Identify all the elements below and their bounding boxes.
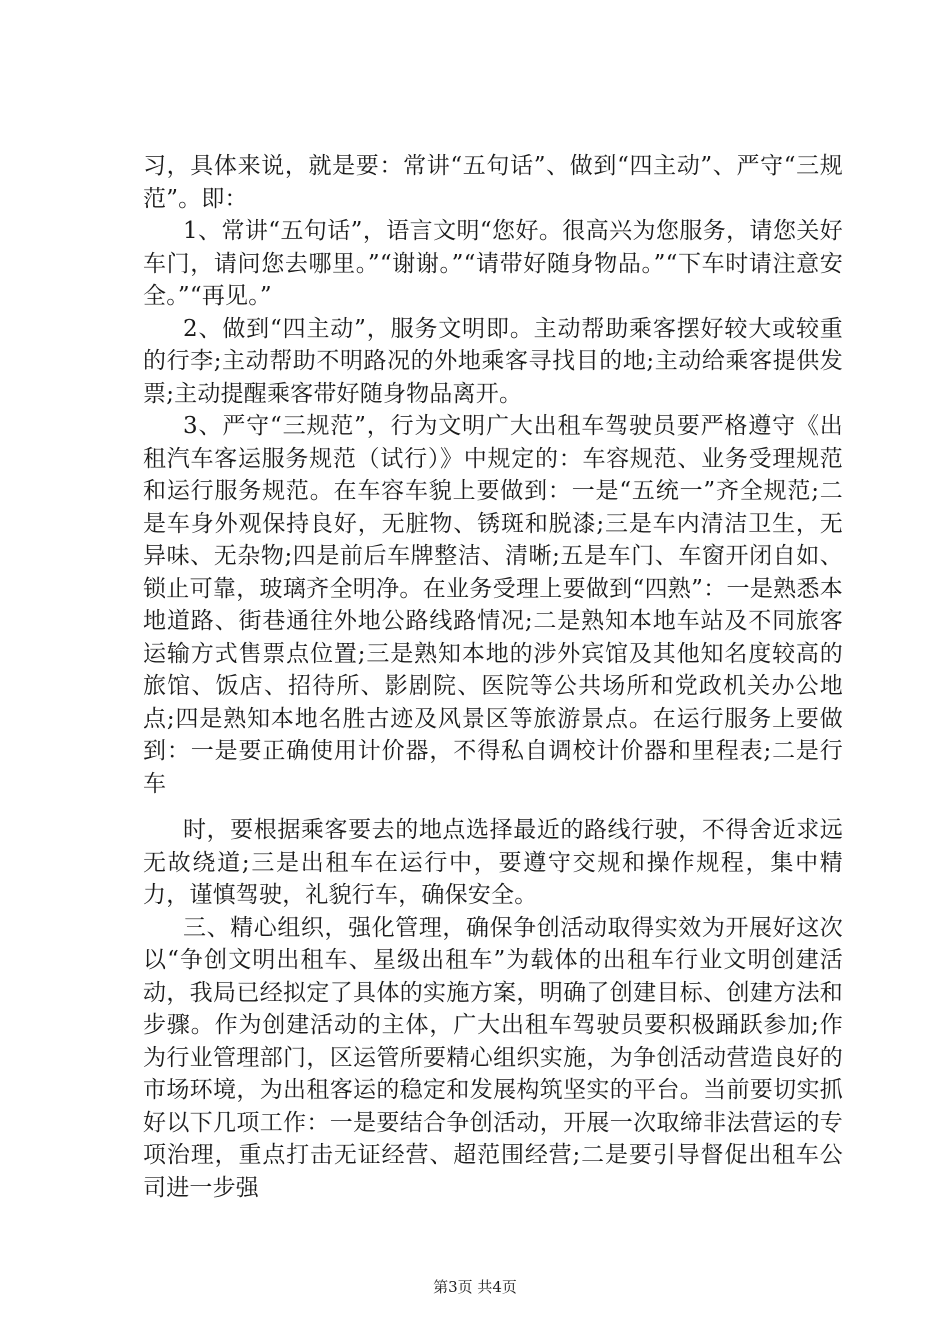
paragraph-continuation-2: 时，要根据乘客要去的地点选择最近的路线行驶，不得舍近求远无故绕道;三是出租车在运行中，要遵守交规和操作规程，集中精力，谨慎驾驶，礼貌行车，确保安全。 bbox=[143, 817, 843, 908]
paragraph-continuation: 习，具体来说，就是要：常讲“五句话”、做到“四主动”、严守“三规范”。即： bbox=[143, 153, 843, 212]
page-number-footer: 第3页 共4页 bbox=[433, 1278, 517, 1296]
paragraph-item-3: 3、严守“三规范”，行为文明广大出租车驾驶员要严格遵守《出租汽车客运服务规范（试行）》中规定的：车容规范、业务受理规范和运行服务规范。在车容车貌上要做到：一是“五统一”齐全规范;二是车身外观保持良好，无脏物、锈斑和脱漆;三是车内清洁卫生，无异味、无杂物;四是前后车牌整洁、清晰;五是车门、车窗开闭自如、锁止可靠，玻璃齐全明净。在业务受理上要做到“四熟”：一是熟悉本地道路、街巷通往外地公路线路情况;二是熟知本地车站及不同旅客运输方式售票点位置;三是熟知本地的涉外宾馆及其他知名度较高的旅馆、饭店、招待所、影剧院、医院等公共场所和党政机关办公地点;四是熟知本地名胜古迹及风景区等旅游景点。在运行服务上要做到：一是要正确使用计价器，不得私自调校计价器和里程表;二是行车 bbox=[143, 413, 843, 797]
paragraph-item-1: 1、常讲“五句话”，语言文明“您好。很高兴为您服务，请您关好车门，请问您去哪里。”“谢谢。”“请带好随身物品。”“下车时请注意安全。”“再见。” bbox=[143, 218, 843, 309]
paragraph-item-2: 2、做到“四主动”，服务文明即。主动帮助乘客摆好较大或较重的行李;主动帮助不明路况的外地乘客寻找目的地;主动给乘客提供发票;主动提醒乘客带好随身物品离开。 bbox=[143, 315, 843, 407]
paragraph-section-3: 三、精心组织，强化管理，确保争创活动取得实效为开展好这次以“争创文明出租车、星级出租车”为载体的出租车行业文明创建活动，我局已经拟定了具体的实施方案，明确了创建目标、创建方法和步骤。作为创建活动的主体，广大出租车驾驶员要积极踊跃参加;作为行业管理部门，区运管所要精心组织实施，为争创活动营造良好的市场环境，为出租客运的稳定和发展构筑坚实的平台。当前要切实抓好以下几项工作：一是要结合争创活动，开展一次取缔非法营运的专项治理，重点打击无证经营、超范围经营;二是要引导督促出租车公司进一步强 bbox=[143, 914, 843, 1201]
document-body bbox=[143, 150, 843, 1204]
